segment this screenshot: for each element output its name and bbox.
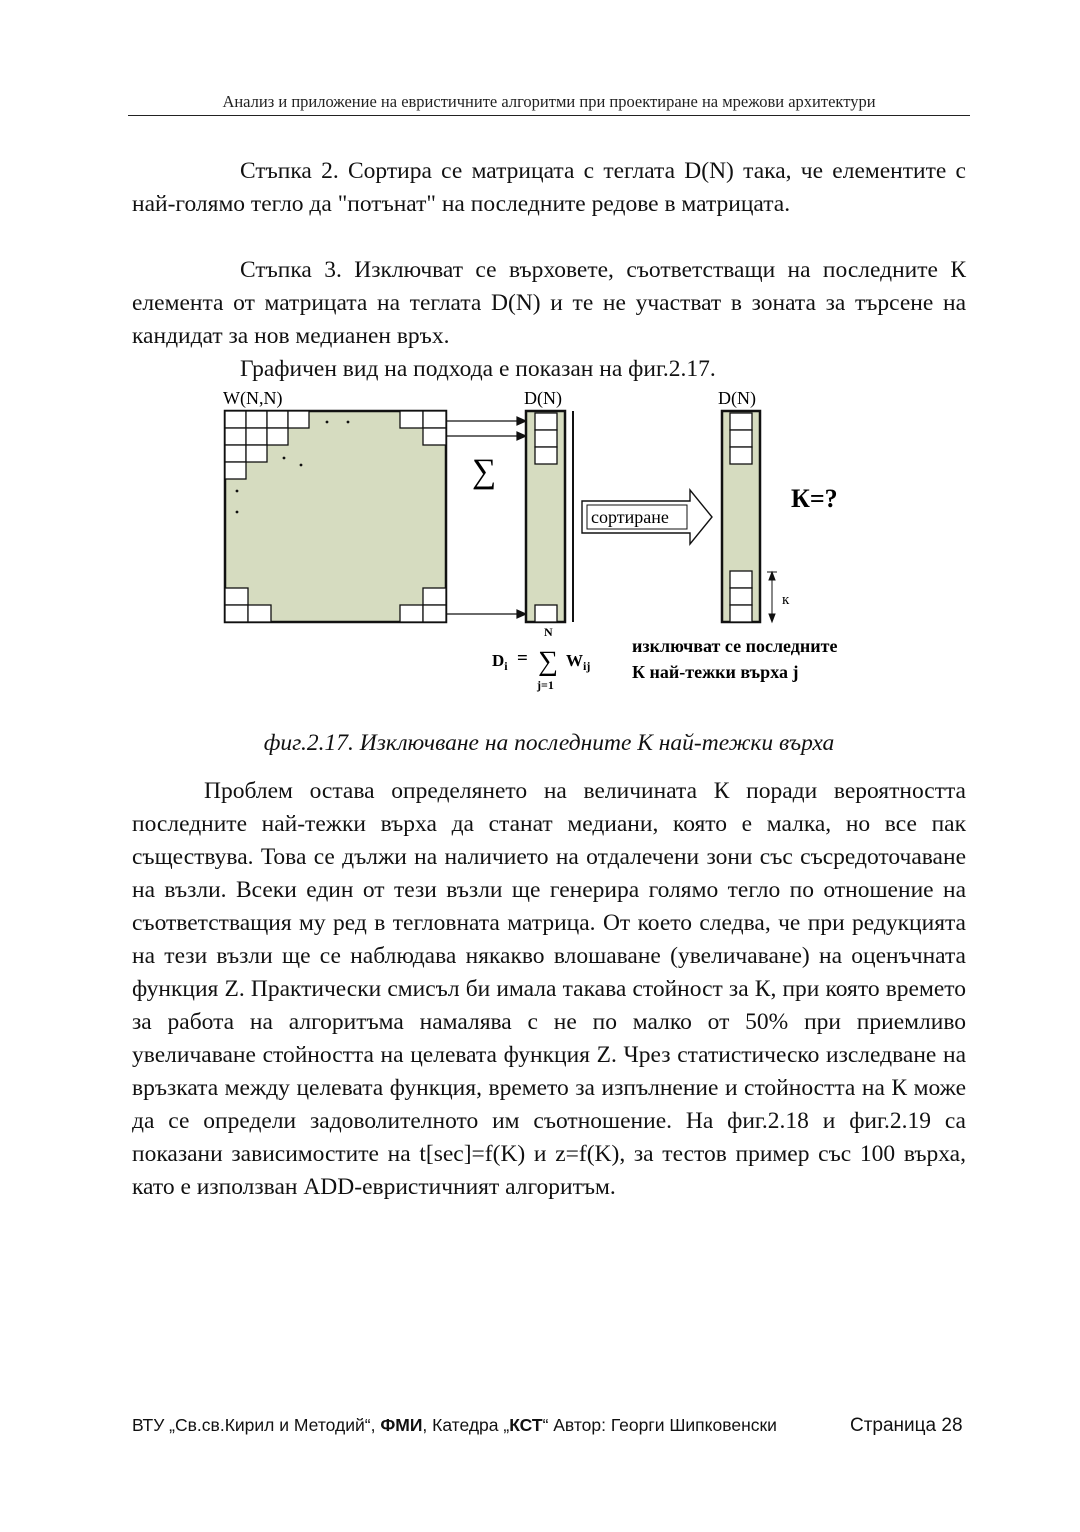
footer-institution: ВТУ „Св.св.Кирил и Методий“, ФМИ, Катедра „КСТ“ Автор: Георги Шипковенски <box>132 1415 777 1435</box>
svg-text:=: = <box>517 648 528 669</box>
vector-label-right: D(N) <box>718 388 756 408</box>
page-number: Страница 28 <box>850 1415 963 1436</box>
running-header: Анализ и приложение на евристичните алгоритми при проектиране на мрежови архитектури <box>222 92 876 111</box>
svg-text:j=1: j=1 <box>537 678 554 692</box>
header-rule <box>128 115 970 116</box>
sort-label: сортиране <box>591 507 669 527</box>
paragraph-step2: Стъпка 2. Сортира се матрицата с теглата D(N) така, че елементите с най-голямо тегло да "потънат" на последните редове в матрицата. <box>132 158 966 217</box>
svg-text:∑: ∑ <box>538 646 558 677</box>
k-bracket <box>767 572 777 622</box>
svg-text:N: N <box>544 625 553 639</box>
exclude-text-line2: К най-тежки върха j <box>632 662 799 682</box>
matrix-label: W(N,N) <box>223 388 283 408</box>
paragraph-body: Проблем остава определянето на величината К поради вероятността последните най-тежки върха да станат медиани, която е малка, но все пак съществува. Това се дължи на наличието на отдалечени зони със съсредоточаване на възли. Всеки един от тези възли ще генерира голямо тегло по отношение на съответстващия му ред в тегловната матрица. От което следва, че при редукцията на тези възли ще се наблюдава някакво влошаване (увеличаване) на оценъчната функция Z. Практически смисъл би имала такава стойност за К, при която времето за работа на алгоритъма намалява с не по малко от 50% при приемливо увеличаване стойността на целевата функция Z. Чрез статистическо изследване на връзката между целевата функция, времето за изпълнение и стойността на К може да се определи задоволителното им съотношение. На фиг.2.18 и фиг.2.19 са показани зависимостите на t[sec]=f(K) и z=f(K), за тестов пример със 100 върха, като е използван ADD-евристичният алгоритъм. <box>132 778 966 1200</box>
svg-text:Di: $D_i$ <box>492 651 508 673</box>
exclude-text-line1: изключват се последните <box>632 636 838 656</box>
sum-symbol: ∑ <box>472 453 497 490</box>
k-small-label: к <box>782 592 790 608</box>
sum-arrows <box>446 417 526 618</box>
figure-2-17 <box>215 385 895 695</box>
svg-text:Wij: $W_{ij}$ <box>566 651 591 673</box>
sum-formula <box>492 625 590 692</box>
paragraph-figure-intro: Графичен вид на подхода е показан на фиг.2.17. <box>240 356 716 382</box>
paragraph-step3: Стъпка 3. Изключват се върховете, съответстващи на последните К елемента от матрицата на теглата D(N) и те не участват в зоната за търсене на кандидат за нов медианен връх. <box>132 257 966 349</box>
k-question: К=? <box>791 484 838 513</box>
figure-caption: фиг.2.17. Изключване на последните К най-тежки върха <box>263 730 835 756</box>
vector-label-left: D(N) <box>524 388 562 408</box>
